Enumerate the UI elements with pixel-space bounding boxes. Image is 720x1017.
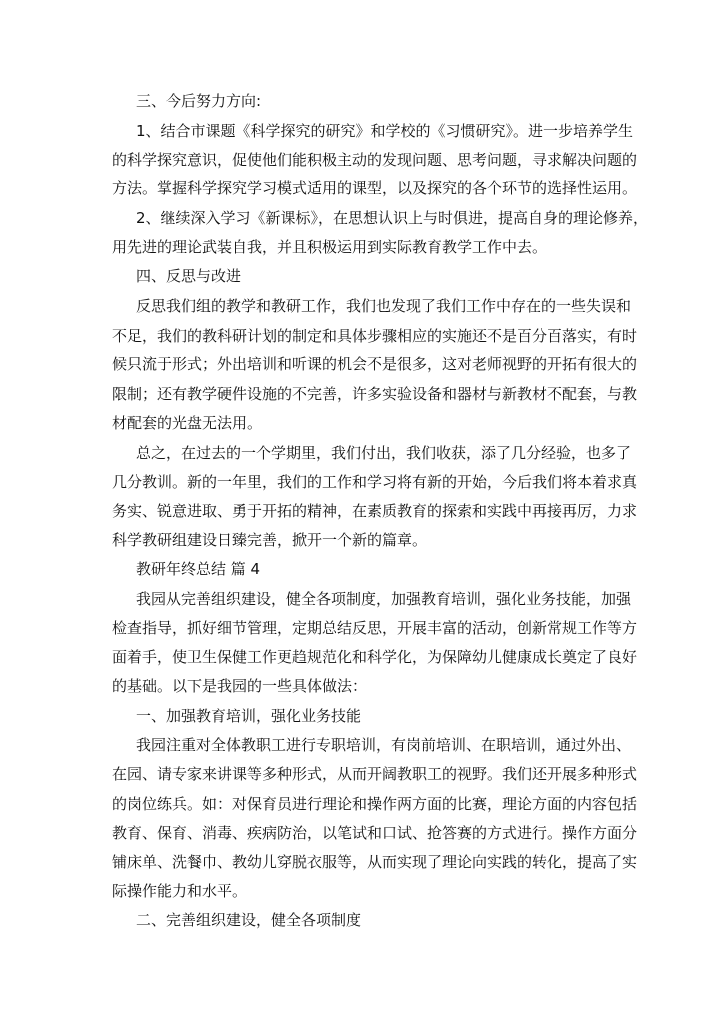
paragraph-line: 总之，在过去的一个学期里，我们付出，我们收获，添了几分经验，也多了 — [136, 444, 632, 462]
paragraph-line: 不足，我们的教科研计划的制定和具体步骤相应的实施还不是百分百落实，有时 — [112, 327, 638, 345]
paragraph-line: 反思我们组的教学和教研工作，我们也发现了我们工作中存在的一些失误和 — [136, 297, 632, 315]
section-heading-training: 一、加强教育培训，强化业务技能 — [136, 707, 362, 725]
article-title: 教研年终总结 篇 4 — [136, 560, 261, 578]
paragraph-line: 候只流于形式；外出培训和听课的机会不是很多，这对老师视野的开拓有很大的 — [112, 355, 638, 373]
section-heading-future-directions: 三、今后努力方向: — [136, 92, 262, 110]
paragraph-line: 限制；还有教学硬件设施的不完善，许多实验设备和器材与新教材不配套，与教 — [112, 385, 638, 403]
paragraph-line: 的科学探究意识，促使他们能积极主动的发现问题、思考问题，寻求解决问题的 — [112, 151, 638, 169]
paragraph-line: 方法。掌握科学探究学习模式适用的课型，以及探究的各个环节的选择性运用。 — [112, 179, 638, 197]
paragraph-line: 在园、请专家来讲课等多种形式，从而开阔教职工的视野。我们还开展多种形式 — [112, 765, 638, 783]
paragraph-line: 我园注重对全体教职工进行专职培训，有岗前培训、在职培训，通过外出、 — [136, 736, 632, 754]
paragraph-line: 教育、保育、消毒、疾病防治，以笔试和口试、抢答赛的方式进行。操作方面分 — [112, 824, 638, 842]
paragraph-line: 的岗位练兵。如：对保育员进行理论和操作两方面的比赛，理论方面的内容包括 — [112, 795, 638, 813]
paragraph-line: 几分教训。新的一年里，我们的工作和学习将有新的开始，今后我们将本着求真 — [112, 473, 638, 491]
paragraph-line: 材配套的光盘无法用。 — [112, 414, 263, 432]
paragraph-line: 用先进的理论武装自我，并且积极运用到实际教育教学工作中去。 — [112, 238, 548, 256]
paragraph-line: 务实、锐意进取、勇于开拓的精神，在素质教育的探索和实践中再接再厉，力求 — [112, 502, 638, 520]
paragraph-line: 的基础。以下是我园的一些具体做法： — [112, 677, 368, 695]
paragraph-line: 铺床单、洗餐巾、教幼儿穿脱衣服等，从而实现了理论向实践的转化，提高了实 — [112, 853, 638, 871]
paragraph-line: 面着手，使卫生保健工作更趋规范化和科学化，为保障幼儿健康成长奠定了良好 — [112, 648, 638, 666]
section-heading-reflection: 四、反思与改进 — [136, 267, 242, 285]
paragraph-line: 我园从完善组织建设，健全各项制度，加强教育培训，强化业务技能，加强 — [136, 590, 632, 608]
section-heading-organization: 二、完善组织建设，健全各项制度 — [136, 911, 362, 929]
paragraph-line: 际操作能力和水平。 — [112, 882, 248, 900]
paragraph-line: 科学教研组建设日臻完善，掀开一个新的篇章。 — [112, 531, 428, 549]
paragraph-line: 检查指导，抓好细节管理，定期总结反思，开展丰富的活动，创新常规工作等方 — [112, 619, 638, 637]
paragraph-line: 1、结合市课题《科学探究的研究》和学校的《习惯研究》。进一步培养学生 — [136, 122, 634, 140]
paragraph-line: 2、继续深入学习《新课标》，在思想认识上与时俱进，提高自身的理论修养， — [136, 209, 649, 227]
